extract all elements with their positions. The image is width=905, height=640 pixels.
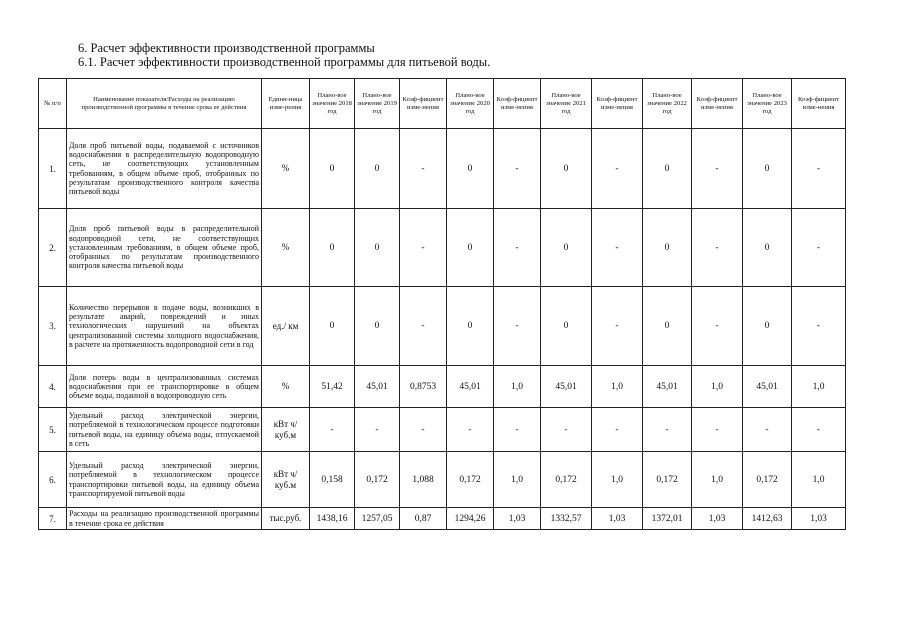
unit-cell: кВт ч/куб.м [262, 408, 310, 452]
value-cell: - [743, 408, 792, 452]
value-cell: 1,03 [494, 508, 541, 530]
value-cell: 0 [743, 209, 792, 287]
column-header: Коэф-фициент изме-нения [692, 79, 743, 129]
column-header: Плано-вое значение 2021 год [541, 79, 592, 129]
value-cell: 1,0 [494, 452, 541, 508]
value-cell: 45,01 [355, 366, 400, 408]
value-cell: - [692, 408, 743, 452]
column-header: Едини-ница изме-рения [262, 79, 310, 129]
column-header: Плано-вое значение 2020 год [447, 79, 494, 129]
column-header: Коэф-фициент изме-нения [792, 79, 846, 129]
value-cell: - [310, 408, 355, 452]
value-cell: 45,01 [541, 366, 592, 408]
value-cell: 45,01 [447, 366, 494, 408]
value-cell: - [447, 408, 494, 452]
value-cell: 0,172 [643, 452, 692, 508]
value-cell: 1,088 [400, 452, 447, 508]
section-heading: 6. Расчет эффективности производственной программы [78, 41, 375, 55]
value-cell: 0 [310, 287, 355, 366]
row-number: 6. [39, 452, 67, 508]
value-cell: 51,42 [310, 366, 355, 408]
value-cell: 1,03 [592, 508, 643, 530]
value-cell: 1,0 [494, 366, 541, 408]
value-cell: - [643, 408, 692, 452]
value-cell: 45,01 [643, 366, 692, 408]
value-cell: 0 [643, 209, 692, 287]
value-cell: 1,0 [592, 452, 643, 508]
value-cell: - [692, 287, 743, 366]
column-header: Плано-вое значение 2019 год [355, 79, 400, 129]
column-header: Коэф-фициент изме-нения [400, 79, 447, 129]
value-cell: 0 [743, 129, 792, 209]
table-row [39, 209, 846, 287]
value-cell: 1332,57 [541, 508, 592, 530]
unit-cell: % [262, 366, 310, 408]
table-row [39, 508, 846, 530]
value-cell: 0 [541, 129, 592, 209]
value-cell: 0,172 [743, 452, 792, 508]
indicator-name: Количество перерывов в подаче воды, возникших в результате аварий, повреждений и иных технологических нарушений на объектах централизованной системы холодного водоснабжения, в расчете на протяженность водопроводной сети в год [67, 287, 262, 366]
value-cell: 0,158 [310, 452, 355, 508]
value-cell: 0 [643, 129, 692, 209]
value-cell: 1,0 [792, 366, 846, 408]
value-cell: 0 [310, 129, 355, 209]
row-number: 4. [39, 366, 67, 408]
indicator-name: Доля проб питьевой воды в распределительной водопроводной сети, не соответствующих установленным требованиям, в общем объеме проб, отобранных по результатам производственного контроля качества питьевой воды [67, 209, 262, 287]
value-cell: - [592, 129, 643, 209]
value-cell: - [792, 129, 846, 209]
column-header: Коэф-фициент изме-нения [592, 79, 643, 129]
value-cell: 1,03 [692, 508, 743, 530]
value-cell: 0 [355, 129, 400, 209]
value-cell: 1294,26 [447, 508, 494, 530]
column-header: Коэф-фициент изме-нения [494, 79, 541, 129]
value-cell: 1,0 [792, 452, 846, 508]
row-number: 2. [39, 209, 67, 287]
value-cell: - [400, 287, 447, 366]
value-cell: 0 [643, 287, 692, 366]
indicator-name: Удельный расход электрической энергии, потребляемой в технологическом процессе подготовки питьевой воды, на единицу объема воды, отпускаемой в сеть [67, 408, 262, 452]
unit-cell: тыс.руб. [262, 508, 310, 530]
row-number: 3. [39, 287, 67, 366]
value-cell: 0,172 [447, 452, 494, 508]
column-header: Плано-вое значение 2022 год [643, 79, 692, 129]
value-cell: 0 [743, 287, 792, 366]
value-cell: 0,172 [541, 452, 592, 508]
value-cell: 45,01 [743, 366, 792, 408]
value-cell: 1438,16 [310, 508, 355, 530]
unit-cell: кВт ч/куб.м [262, 452, 310, 508]
column-header: Плано-вое значение 2023 год [743, 79, 792, 129]
value-cell: - [494, 209, 541, 287]
value-cell: - [541, 408, 592, 452]
value-cell: - [400, 408, 447, 452]
row-number: 5. [39, 408, 67, 452]
indicator-name: Расходы на реализацию производственной программы в течение срока ее действия [67, 508, 262, 530]
value-cell: - [494, 129, 541, 209]
table-row [39, 366, 846, 408]
value-cell: 1,03 [792, 508, 846, 530]
value-cell: 0,172 [355, 452, 400, 508]
value-cell: 1257,05 [355, 508, 400, 530]
value-cell: - [792, 209, 846, 287]
table-row [39, 287, 846, 366]
value-cell: - [592, 209, 643, 287]
indicator-name: Доля проб питьевой воды, подаваемой с источников водоснабжения в распределительную водопроводную сеть, не соответствующих установленным требованиям, в общем объеме проб, отобранных по результатам производственного контроля качества питьевой воды [67, 129, 262, 209]
indicator-name: Доля потерь воды в централизованных системах водоснабжения при ее транспортировке в общем объеме воды, поданной в водопроводную сеть [67, 366, 262, 408]
value-cell: 0,8753 [400, 366, 447, 408]
value-cell: - [692, 209, 743, 287]
indicator-name: Удельный расход электрической энергии, потребляемой в технологическом процессе транспортировки питьевой воды, на единицу объема транспортируемой питьевой воды [67, 452, 262, 508]
value-cell: - [792, 408, 846, 452]
value-cell: 0 [447, 209, 494, 287]
unit-cell: % [262, 129, 310, 209]
value-cell: - [792, 287, 846, 366]
value-cell: 0,87 [400, 508, 447, 530]
value-cell: 0 [447, 287, 494, 366]
efficiency-table [38, 78, 846, 530]
value-cell: - [494, 408, 541, 452]
value-cell: 1,0 [592, 366, 643, 408]
unit-cell: % [262, 209, 310, 287]
value-cell: 0 [447, 129, 494, 209]
row-number: 1. [39, 129, 67, 209]
value-cell: - [592, 287, 643, 366]
row-number: 7. [39, 508, 67, 530]
value-cell: 0 [355, 209, 400, 287]
value-cell: 1372,01 [643, 508, 692, 530]
table-row [39, 129, 846, 209]
value-cell: 1412,63 [743, 508, 792, 530]
value-cell: 0 [541, 287, 592, 366]
unit-cell: ед./ км [262, 287, 310, 366]
column-header: Наименование показателя/Расходы на реализацию производственной программы в течение срока ее действия [67, 79, 262, 129]
value-cell: - [692, 129, 743, 209]
table-row [39, 452, 846, 508]
value-cell: - [400, 209, 447, 287]
header-row [39, 79, 846, 129]
value-cell: - [355, 408, 400, 452]
value-cell: - [494, 287, 541, 366]
value-cell: 0 [310, 209, 355, 287]
column-header: № п/п [39, 79, 67, 129]
subsection-heading: 6.1. Расчет эффективности производственной программы для питьевой воды. [78, 55, 491, 69]
column-header: Плано-вое значение 2018 год [310, 79, 355, 129]
value-cell: 1,0 [692, 452, 743, 508]
table-row [39, 408, 846, 452]
value-cell: 0 [355, 287, 400, 366]
value-cell: 1,0 [692, 366, 743, 408]
value-cell: 0 [541, 209, 592, 287]
value-cell: - [592, 408, 643, 452]
value-cell: - [400, 129, 447, 209]
